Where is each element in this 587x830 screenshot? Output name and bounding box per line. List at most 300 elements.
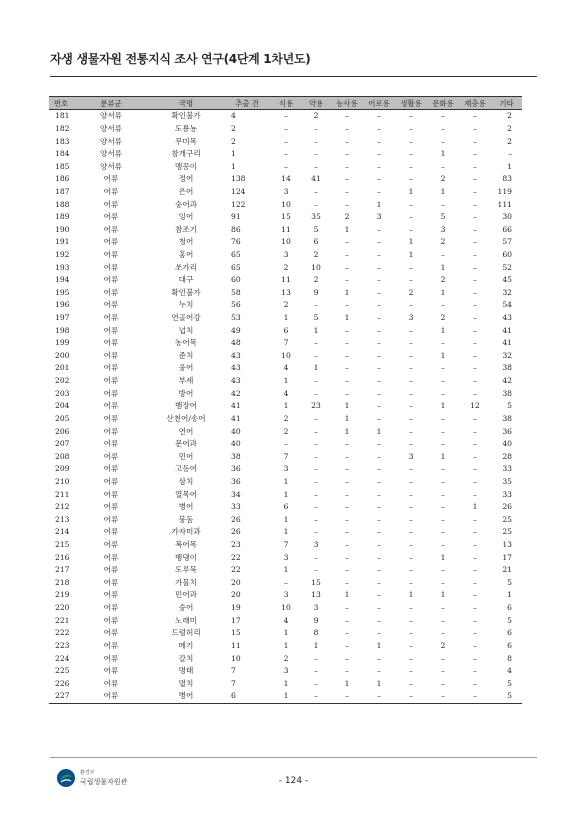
cell-col-extracted-count: 56: [231, 300, 241, 310]
cell-col-extracted-count: 65: [231, 250, 241, 259]
cell-col-food: –: [284, 123, 288, 133]
cell-col-food: 1: [283, 565, 289, 575]
cell-col-culture: 2: [440, 640, 446, 650]
header-col-other: 기타: [491, 97, 522, 110]
cell-col-daily-life: –: [409, 161, 413, 171]
cell-col-fishing: –: [377, 476, 381, 486]
cell-col-culture: –: [441, 476, 445, 486]
cell-col-food: 2: [283, 426, 289, 436]
cell-col-insect-repellent: –: [473, 376, 477, 386]
cell-col-other: 36: [502, 426, 512, 436]
cell-col-food: 15: [281, 212, 291, 222]
cell-col-extracted-count: 7: [231, 678, 236, 688]
header-col-culture: 문화용: [427, 97, 459, 110]
cell-col-food: 3: [283, 552, 289, 562]
cell-col-insect-repellent: –: [473, 174, 477, 184]
cell-col-taxon: 어류: [103, 628, 119, 638]
cell-col-farming: 1: [344, 426, 350, 436]
cell-col-extracted-count: 7: [231, 666, 236, 676]
cell-col-taxon: 어류: [103, 590, 119, 600]
cell-col-taxon: 어류: [103, 451, 119, 461]
cell-col-fishing: –: [377, 161, 381, 171]
cell-col-number: 192: [55, 250, 70, 259]
cell-col-extracted-count: 4: [231, 111, 236, 121]
cell-col-daily-life: 1: [408, 250, 414, 259]
cell-col-fishing: –: [377, 111, 381, 121]
cell-col-daily-life: –: [409, 565, 413, 575]
cell-col-taxon: 어류: [103, 237, 119, 247]
cell-col-farming: –: [345, 275, 349, 285]
cell-col-daily-life: –: [409, 136, 413, 146]
cell-col-other: 42: [502, 376, 512, 386]
cell-col-taxon: 어류: [103, 426, 119, 436]
cell-col-culture: –: [441, 565, 445, 575]
cell-col-food: 11: [281, 275, 291, 285]
cell-col-culture: –: [441, 514, 445, 524]
cell-col-other: 32: [502, 287, 512, 297]
cell-col-farming: –: [345, 186, 349, 196]
cell-col-food: 7: [283, 540, 289, 550]
cell-col-number: 200: [55, 350, 70, 360]
cell-col-insect-repellent: –: [473, 577, 477, 587]
cell-col-taxon: 어류: [103, 363, 119, 373]
cell-col-korean-name: 드렁허리: [171, 628, 201, 638]
cell-col-other: 5: [491, 690, 522, 703]
cell-col-taxon: 양서류: [99, 123, 122, 133]
cell-col-insect-repellent: –: [473, 275, 477, 285]
cell-col-other: 111: [497, 199, 512, 209]
cell-col-taxon: 어류: [103, 476, 119, 486]
cell-col-taxon: 어류: [103, 653, 119, 663]
cell-col-daily-life: –: [409, 640, 413, 650]
cell-col-other: 28: [502, 451, 512, 461]
cell-col-insect-repellent: –: [473, 136, 477, 146]
cell-col-culture: –: [441, 338, 445, 348]
cell-col-insect-repellent: –: [473, 615, 477, 625]
cell-col-other: 5: [507, 577, 512, 587]
cell-col-taxon: 어류: [103, 287, 119, 297]
header-col-food: 식용: [271, 97, 301, 110]
cell-col-insect-repellent: –: [473, 388, 477, 398]
cell-col-daily-life: –: [409, 350, 413, 360]
cell-col-medicinal: –: [314, 527, 318, 537]
cell-col-taxon: 어류: [103, 615, 119, 625]
document-title: 자생 생물자원 전통지식 조사 연구(4단계 1차년도): [50, 52, 311, 66]
cell-col-number: 197: [55, 313, 70, 323]
cell-col-fishing: –: [377, 300, 381, 310]
cell-col-korean-name: 명태: [178, 666, 194, 676]
table-row: [49, 652, 522, 665]
cell-col-daily-life: –: [409, 552, 413, 562]
cell-col-korean-name: 문어과: [174, 439, 197, 449]
cell-col-food: 1: [283, 313, 289, 323]
table-row: [49, 690, 522, 703]
cell-col-food: –: [284, 161, 288, 171]
cell-col-insect-repellent: –: [473, 224, 477, 234]
cell-col-culture: 2: [440, 313, 446, 323]
cell-col-other: 17: [502, 552, 512, 562]
cell-col-taxon: 어류: [103, 678, 119, 688]
cell-col-culture: –: [441, 439, 445, 449]
cell-col-taxon: 어류: [73, 690, 149, 703]
cell-col-other: 1: [507, 590, 512, 600]
cell-col-farming: 1: [344, 287, 350, 297]
cell-col-culture: –: [441, 161, 445, 171]
cell-col-farming: –: [345, 565, 349, 575]
cell-col-fishing: –: [377, 666, 381, 676]
cell-col-extracted-count: 48: [231, 338, 241, 348]
cell-col-extracted-count: 36: [231, 464, 241, 474]
cell-col-daily-life: –: [409, 212, 413, 222]
table-row: [49, 350, 522, 363]
cell-col-taxon: 어류: [103, 666, 119, 676]
cell-col-food: 6: [283, 325, 289, 335]
cell-col-farming: –: [345, 439, 349, 449]
cell-col-number: 189: [55, 212, 70, 222]
cell-col-food: 1: [283, 376, 289, 386]
cell-col-daily-life: 2: [408, 287, 414, 297]
cell-col-daily-life: –: [409, 300, 413, 310]
cell-col-other: 57: [502, 237, 512, 247]
cell-col-farming: –: [345, 149, 349, 159]
header-col-taxon: 분류군: [73, 97, 149, 110]
cell-col-fishing: –: [377, 628, 381, 638]
cell-col-number: 207: [55, 439, 70, 449]
cell-col-number: 194: [55, 275, 70, 285]
cell-col-taxon: 어류: [103, 565, 119, 575]
cell-col-daily-life: –: [409, 275, 413, 285]
cell-col-other: 5: [507, 615, 512, 625]
cell-col-korean-name: 부세: [178, 376, 194, 386]
cell-col-daily-life: –: [409, 464, 413, 474]
cell-col-food: 2: [283, 262, 289, 272]
cell-col-medicinal: 23: [311, 401, 321, 411]
cell-col-extracted-count: 23: [231, 540, 241, 550]
cell-col-farming: 1: [344, 401, 350, 411]
cell-col-farming: –: [345, 237, 349, 247]
cell-col-other: 33: [502, 464, 512, 474]
cell-col-number: 213: [55, 514, 70, 524]
cell-col-number: 187: [55, 186, 70, 196]
cell-col-food: 10: [281, 237, 291, 247]
cell-col-insect-repellent: –: [473, 199, 477, 209]
cell-col-number: 195: [55, 287, 70, 297]
cell-col-korean-name: 확인불가: [171, 111, 201, 121]
cell-col-korean-name: 확인불가: [171, 287, 201, 297]
cell-col-number: 181: [55, 111, 70, 121]
cell-col-taxon: 어류: [103, 212, 119, 222]
cell-col-taxon: 어류: [103, 640, 119, 650]
cell-col-number: 227: [49, 690, 73, 703]
cell-col-culture: 1: [440, 325, 446, 335]
cell-col-fishing: –: [377, 174, 381, 184]
cell-col-daily-life: 1: [408, 237, 414, 247]
cell-col-korean-name: 가물치: [174, 577, 197, 587]
table-row: [49, 173, 522, 186]
cell-col-culture: –: [441, 250, 445, 259]
cell-col-food: –: [284, 136, 288, 146]
cell-col-extracted-count: 1: [231, 149, 236, 159]
table-row: [49, 186, 522, 199]
cell-col-farming: –: [345, 250, 349, 259]
cell-col-other: 60: [502, 250, 512, 259]
cell-col-fishing: 1: [376, 640, 382, 650]
cell-col-korean-name: 참개구리: [171, 149, 201, 159]
cell-col-farming: –: [345, 527, 349, 537]
cell-col-taxon: 어류: [103, 502, 119, 512]
cell-col-farming: 1: [344, 590, 350, 600]
cell-col-fishing: –: [363, 690, 395, 703]
cell-col-fishing: –: [377, 540, 381, 550]
cell-col-fishing: 3: [376, 212, 382, 222]
cell-col-korean-name: 도루묵: [174, 565, 197, 575]
cell-col-insect-repellent: –: [473, 514, 477, 524]
cell-col-medicinal: –: [314, 376, 318, 386]
table-row: [49, 337, 522, 350]
cell-col-extracted-count: 22: [231, 552, 241, 562]
cell-col-daily-life: –: [409, 603, 413, 613]
cell-col-farming: –: [345, 514, 349, 524]
cell-col-taxon: 양서류: [99, 136, 122, 146]
cell-col-other: 35: [502, 476, 512, 486]
cell-col-korean-name: 민어과: [174, 590, 197, 600]
cell-col-insect-repellent: –: [473, 451, 477, 461]
cell-col-number: 190: [55, 224, 70, 234]
cell-col-korean-name: 잉어: [178, 212, 194, 222]
cell-col-farming: –: [345, 388, 349, 398]
cell-col-medicinal: 5: [313, 224, 319, 234]
cell-col-taxon: 어류: [103, 577, 119, 587]
table-row: [49, 526, 522, 539]
cell-col-daily-life: –: [409, 123, 413, 133]
cell-col-insect-repellent: –: [473, 489, 477, 499]
cell-col-food: 7: [283, 451, 289, 461]
cell-col-other: 38: [502, 413, 512, 423]
cell-col-farming: –: [345, 161, 349, 171]
cell-col-extracted-count: 86: [231, 224, 241, 234]
cell-col-fishing: –: [377, 250, 381, 259]
cell-col-farming: 2: [344, 212, 350, 222]
cell-col-medicinal: –: [314, 678, 318, 688]
cell-col-number: 210: [55, 476, 70, 486]
cell-col-other: 8: [507, 653, 512, 663]
cell-col-insect-repellent: –: [473, 590, 477, 600]
cell-col-fishing: –: [377, 464, 381, 474]
cell-col-number: 223: [55, 640, 70, 650]
cell-col-extracted-count: 43: [231, 376, 241, 386]
cell-col-korean-name: 은어: [178, 186, 194, 196]
cell-col-daily-life: –: [409, 514, 413, 524]
cell-col-taxon: 어류: [103, 489, 119, 499]
cell-col-number: 182: [55, 123, 70, 133]
cell-col-farming: –: [345, 577, 349, 587]
table-row: [49, 324, 522, 337]
cell-col-other: 26: [502, 502, 512, 512]
cell-col-taxon: 어류: [103, 603, 119, 613]
cell-col-korean-name: 연골어강: [171, 313, 201, 323]
cell-col-number: 211: [55, 489, 70, 499]
cell-col-daily-life: –: [409, 338, 413, 348]
cell-col-medicinal: –: [314, 136, 318, 146]
cell-col-food: 3: [283, 590, 289, 600]
cell-col-insect-repellent: –: [473, 300, 477, 310]
cell-col-other: 6: [507, 603, 512, 613]
cell-col-food: 14: [281, 174, 291, 184]
cell-col-extracted-count: 40: [231, 439, 241, 449]
cell-col-daily-life: –: [409, 224, 413, 234]
cell-col-other: 13: [502, 540, 512, 550]
cell-col-taxon: 어류: [103, 338, 119, 348]
cell-col-extracted-count: 38: [231, 451, 241, 461]
cell-col-extracted-count: 33: [231, 502, 241, 512]
table-row: [49, 614, 522, 627]
cell-col-insect-repellent: 1: [472, 502, 478, 512]
cell-col-medicinal: –: [314, 476, 318, 486]
cell-col-taxon: 양서류: [99, 161, 122, 171]
cell-col-extracted-count: 2: [231, 123, 236, 133]
cell-col-medicinal: –: [314, 653, 318, 663]
cell-col-insect-repellent: –: [473, 628, 477, 638]
cell-col-culture: 2: [440, 275, 446, 285]
cell-col-culture: –: [441, 426, 445, 436]
cell-col-food: 1: [283, 640, 289, 650]
cell-col-korean-name: 붕돔: [178, 514, 194, 524]
cell-col-extracted-count: 42: [231, 388, 241, 398]
cell-col-farming: –: [345, 376, 349, 386]
header-col-extracted-count: 추출 건: [223, 97, 271, 110]
cell-col-food: –: [284, 439, 288, 449]
cell-col-taxon: 어류: [103, 275, 119, 285]
cell-col-farming: –: [345, 464, 349, 474]
cell-col-korean-name: 맹꽁이: [174, 161, 197, 171]
header-col-daily-life: 생활용: [395, 97, 427, 110]
cell-col-daily-life: –: [409, 174, 413, 184]
cell-col-taxon: 어류: [103, 224, 119, 234]
cell-col-fishing: –: [377, 565, 381, 575]
cell-col-korean-name: 가자미과: [171, 527, 201, 537]
cell-col-insect-repellent: –: [473, 464, 477, 474]
cell-col-medicinal: –: [314, 199, 318, 209]
cell-col-number: 225: [55, 666, 70, 676]
cell-col-extracted-count: 43: [231, 363, 241, 373]
cell-col-number: 202: [55, 376, 70, 386]
header-col-korean-name: 국명: [149, 97, 223, 110]
cell-col-insect-repellent: –: [473, 527, 477, 537]
cell-col-fishing: –: [377, 325, 381, 335]
cell-col-taxon: 어류: [103, 376, 119, 386]
cell-col-korean-name: 병어: [149, 690, 223, 703]
cell-col-food: 10: [281, 199, 291, 209]
cell-col-insect-repellent: –: [473, 426, 477, 436]
cell-col-culture: 1: [440, 590, 446, 600]
cell-col-number: 183: [55, 136, 70, 146]
cell-col-culture: 1: [440, 451, 446, 461]
cell-col-farming: –: [345, 262, 349, 272]
cell-col-extracted-count: 138: [231, 174, 246, 184]
cell-col-food: 3: [283, 666, 289, 676]
cell-col-other: 21: [502, 565, 512, 575]
cell-col-taxon: 어류: [103, 464, 119, 474]
cell-col-daily-life: –: [409, 199, 413, 209]
cell-col-insect-repellent: –: [473, 250, 477, 259]
cell-col-other: 4: [507, 666, 512, 676]
cell-col-extracted-count: 34: [231, 489, 241, 499]
cell-col-extracted-count: 49: [231, 325, 241, 335]
cell-col-korean-name: 뱅댕이: [174, 552, 197, 562]
cell-col-food: 2: [283, 653, 289, 663]
cell-col-culture: –: [441, 603, 445, 613]
cell-col-medicinal: 9: [313, 287, 319, 297]
table-row: [49, 148, 522, 161]
cell-col-taxon: 양서류: [99, 149, 122, 159]
cell-col-farming: –: [345, 300, 349, 310]
table-row: [49, 551, 522, 564]
cell-col-medicinal: 35: [311, 212, 321, 222]
cell-col-food: 3: [283, 464, 289, 474]
cell-col-daily-life: –: [409, 426, 413, 436]
cell-col-medicinal: –: [314, 439, 318, 449]
cell-col-taxon: 어류: [103, 262, 119, 272]
table-row: [49, 514, 522, 527]
cell-col-taxon: 어류: [103, 250, 119, 259]
cell-col-taxon: 어류: [103, 325, 119, 335]
cell-col-food: 4: [283, 363, 289, 373]
cell-col-other: 2: [507, 123, 512, 133]
table-row: [49, 223, 522, 236]
cell-col-daily-life: –: [409, 502, 413, 512]
cell-col-fishing: –: [377, 123, 381, 133]
cell-col-number: 196: [55, 300, 70, 310]
cell-col-daily-life: –: [409, 628, 413, 638]
cell-col-culture: –: [441, 577, 445, 587]
cell-col-insect-repellent: –: [473, 540, 477, 550]
cell-col-medicinal: –: [314, 388, 318, 398]
cell-col-medicinal: –: [314, 489, 318, 499]
cell-col-medicinal: 13: [311, 590, 321, 600]
cell-col-medicinal: –: [314, 350, 318, 360]
cell-col-culture: –: [441, 136, 445, 146]
cell-col-insect-repellent: –: [473, 161, 477, 171]
cell-col-culture: 2: [440, 174, 446, 184]
cell-col-daily-life: –: [409, 325, 413, 335]
cell-col-fishing: 1: [376, 199, 382, 209]
cell-col-daily-life: –: [409, 262, 413, 272]
cell-col-insect-repellent: –: [473, 413, 477, 423]
table-row: [49, 640, 522, 653]
table-row: [49, 450, 522, 463]
cell-col-number: 204: [55, 401, 70, 411]
cell-col-medicinal: 3: [313, 603, 319, 613]
cell-col-number: 222: [55, 628, 70, 638]
cell-col-food: 2: [283, 300, 289, 310]
cell-col-insect-repellent: –: [473, 363, 477, 373]
cell-col-number: 212: [55, 502, 70, 512]
cell-col-daily-life: –: [409, 489, 413, 499]
cell-col-extracted-count: 19: [231, 603, 241, 613]
cell-col-farming: 1: [344, 678, 350, 688]
cell-col-medicinal: 41: [311, 174, 321, 184]
cell-col-fishing: –: [377, 313, 381, 323]
cell-col-extracted-count: 17: [231, 615, 241, 625]
table-row: [49, 589, 522, 602]
cell-col-culture: –: [441, 653, 445, 663]
cell-col-other: 38: [502, 363, 512, 373]
cell-col-farming: –: [345, 363, 349, 373]
cell-col-medicinal: 2: [313, 250, 319, 259]
cell-col-farming: –: [345, 628, 349, 638]
cell-col-insect-repellent: –: [473, 678, 477, 688]
cell-col-insect-repellent: –: [473, 640, 477, 650]
